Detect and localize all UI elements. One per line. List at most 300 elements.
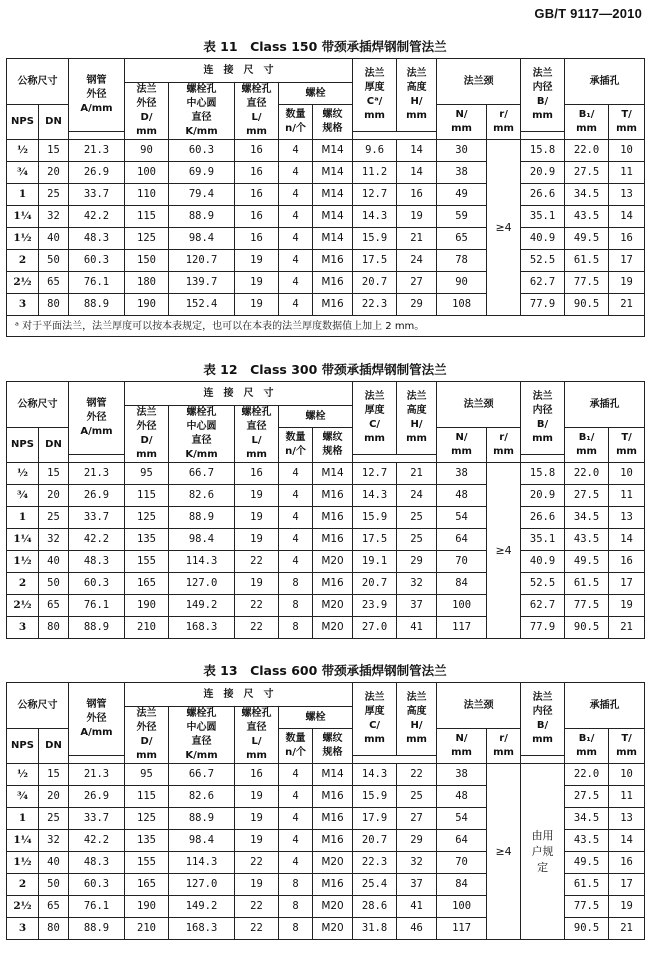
cell-bolt-circle: 66.7	[169, 764, 235, 786]
cell-nps: 2	[7, 573, 39, 595]
cell-neck-r: ≥4	[487, 140, 521, 316]
cell-bolt-qty: 8	[279, 617, 313, 639]
cell-pipe-od: 76.1	[69, 272, 125, 294]
cell-bolt-circle: 88.9	[169, 808, 235, 830]
cell-flange-od: 155	[125, 551, 169, 573]
table-footnote: ᵃ 对于平面法兰，法兰厚度可以按本表规定，也可以在本表的法兰厚度数据值上加上 2 mm。	[7, 316, 645, 337]
header-flange-od-line: 外径	[136, 421, 157, 432]
table-row	[7, 529, 645, 551]
cell-neck-n: 54	[437, 507, 487, 529]
cell-nps: 1¼	[7, 529, 39, 551]
cell-dn: 50	[39, 573, 69, 595]
cell-nps: 1½	[7, 551, 39, 573]
header-socket-t-line: mm	[616, 747, 637, 758]
header-bolt-thread-line: 螺纹	[322, 733, 343, 744]
header-pipe-od	[69, 382, 125, 455]
cell-bolt-thread: M14	[313, 206, 353, 228]
cell-neck-n: 59	[437, 206, 487, 228]
header-flange-bore	[521, 382, 565, 455]
cell-dn: 15	[39, 463, 69, 485]
header-socket-b1	[565, 105, 609, 140]
cell-height: 14	[397, 140, 437, 162]
header-neck-n-line: mm	[451, 123, 472, 134]
cell-thickness: 15.9	[353, 786, 397, 808]
header-socket-b1-line: mm	[576, 123, 597, 134]
cell-socket-b1: 34.5	[565, 507, 609, 529]
header-neck-n-line: mm	[451, 446, 472, 457]
header-bolt-circle-line: 直径	[191, 435, 212, 446]
cell-bolt-thread: M20	[313, 918, 353, 940]
cell-neck-n: 64	[437, 529, 487, 551]
table-row	[7, 764, 645, 786]
cell-thickness: 20.7	[353, 573, 397, 595]
cell-bolt-thread: M14	[313, 463, 353, 485]
cell-nps: ½	[7, 140, 39, 162]
cell-bolt-circle: 149.2	[169, 595, 235, 617]
cell-flange-od: 115	[125, 786, 169, 808]
header-flange-od-line: 法兰	[136, 84, 157, 95]
header-nps: NPS	[7, 729, 39, 764]
cell-pipe-od: 88.9	[69, 294, 125, 316]
header-bolt-circle	[169, 406, 235, 463]
cell-thickness: 12.7	[353, 463, 397, 485]
cell-thickness: 23.9	[353, 595, 397, 617]
cell-pipe-od: 60.3	[69, 573, 125, 595]
cell-dn: 65	[39, 595, 69, 617]
cell-bolt-thread: M16	[313, 573, 353, 595]
header-flange-height-line: 高度	[406, 82, 427, 93]
header-bolt-thread-line: 螺纹	[322, 109, 343, 120]
header-nominal-size	[7, 683, 69, 729]
cell-neck-n: 117	[437, 617, 487, 639]
header-flange-od-line: mm	[136, 750, 157, 761]
header-nps: NPS	[7, 105, 39, 140]
cell-height: 24	[397, 250, 437, 272]
cell-bolt-circle: 114.3	[169, 551, 235, 573]
header-flange-thickness-line: C/	[369, 720, 381, 731]
cell-bolt-circle: 127.0	[169, 874, 235, 896]
cell-socket-b1: 90.5	[565, 294, 609, 316]
table-row	[7, 250, 645, 272]
cell-nps: 2½	[7, 595, 39, 617]
cell-pipe-od: 60.3	[69, 874, 125, 896]
header-socket-b1	[565, 428, 609, 463]
cell-bore: 40.9	[521, 228, 565, 250]
header-flange-thickness-line: 厚度	[364, 82, 385, 93]
cell-bolt-qty: 4	[279, 140, 313, 162]
cell-bolt-hole: 16	[235, 228, 279, 250]
header-flange-bore-line: 法兰	[532, 391, 553, 402]
header-bolt-hole-line: L/	[251, 112, 262, 123]
cell-bore: 40.9	[521, 551, 565, 573]
cell-bolt-hole: 19	[235, 573, 279, 595]
header-flange-neck: 法兰颈	[437, 683, 521, 729]
header-dn: DN	[39, 105, 69, 140]
cell-thickness: 17.9	[353, 808, 397, 830]
cell-bolt-qty: 4	[279, 162, 313, 184]
header-nps: NPS	[7, 428, 39, 463]
cell-bolt-qty: 4	[279, 786, 313, 808]
cell-height: 32	[397, 573, 437, 595]
header-bolt-hole	[235, 707, 279, 764]
cell-pipe-od: 48.3	[69, 228, 125, 250]
cell-height: 41	[397, 617, 437, 639]
cell-bolt-thread: M20	[313, 595, 353, 617]
cell-pipe-od: 21.3	[69, 140, 125, 162]
cell-socket-b1: 61.5	[565, 573, 609, 595]
table-12	[6, 381, 645, 639]
cell-socket-b1: 22.0	[565, 140, 609, 162]
cell-nps: ½	[7, 463, 39, 485]
cell-bore: 77.9	[521, 617, 565, 639]
header-flange-bore-line: mm	[532, 734, 553, 745]
header-socket-b1-line: mm	[576, 446, 597, 457]
cell-bolt-circle: 168.3	[169, 918, 235, 940]
cell-bore: 35.1	[521, 529, 565, 551]
cell-bore: 15.8	[521, 140, 565, 162]
header-neck-n-line: N/	[455, 109, 468, 120]
header-bolt-thread	[313, 729, 353, 764]
header-bolt-circle-line: 螺栓孔	[186, 407, 217, 418]
cell-pipe-od: 76.1	[69, 896, 125, 918]
header-bolt-qty	[279, 729, 313, 764]
cell-bolt-circle: 66.7	[169, 463, 235, 485]
cell-bolt-hole: 19	[235, 529, 279, 551]
header-pipe-od-line: 外径	[86, 713, 107, 724]
cell-height: 25	[397, 507, 437, 529]
cell-height: 25	[397, 529, 437, 551]
header-bolt: 螺栓	[279, 406, 353, 428]
cell-socket-b1: 22.0	[565, 463, 609, 485]
cell-height: 25	[397, 786, 437, 808]
header-flange-od-line: 法兰	[136, 708, 157, 719]
header-pipe-od	[69, 683, 125, 756]
cell-thickness: 9.6	[353, 140, 397, 162]
cell-bore: 62.7	[521, 272, 565, 294]
cell-pipe-od: 42.2	[69, 206, 125, 228]
cell-height: 46	[397, 918, 437, 940]
cell-socket-t: 11	[609, 485, 645, 507]
cell-height: 27	[397, 808, 437, 830]
header-flange-thickness-line: 厚度	[364, 706, 385, 717]
cell-bolt-hole: 19	[235, 294, 279, 316]
cell-flange-od: 125	[125, 228, 169, 250]
cell-bolt-thread: M16	[313, 808, 353, 830]
cell-bolt-thread: M16	[313, 485, 353, 507]
header-flange-height	[397, 59, 437, 132]
cell-dn: 25	[39, 808, 69, 830]
header-bolt-hole	[235, 83, 279, 140]
header-socket-t-line: T/	[621, 432, 632, 443]
header-bolt-qty	[279, 105, 313, 140]
cell-flange-od: 125	[125, 808, 169, 830]
cell-nps: 3	[7, 617, 39, 639]
header-flange-height-line: H/	[410, 96, 423, 107]
header-bolt-hole-line: 螺栓孔	[241, 708, 272, 719]
header-flange-height-line: 法兰	[406, 692, 427, 703]
cell-height: 19	[397, 206, 437, 228]
cell-bolt-hole: 16	[235, 206, 279, 228]
cell-socket-t: 10	[609, 463, 645, 485]
header-socket-t-line: T/	[621, 733, 632, 744]
header-socket-hole: 承插孔	[565, 382, 645, 428]
cell-bore: 20.9	[521, 485, 565, 507]
cell-nps: 1¼	[7, 830, 39, 852]
cell-bolt-qty: 4	[279, 808, 313, 830]
cell-socket-b1: 22.0	[565, 764, 609, 786]
cell-socket-b1: 34.5	[565, 184, 609, 206]
header-bolt-hole-line: 螺栓孔	[241, 407, 272, 418]
cell-bolt-hole: 22	[235, 595, 279, 617]
header-bolt-circle-line: 中心圆	[186, 421, 217, 432]
cell-bore: 62.7	[521, 595, 565, 617]
cell-pipe-od: 26.9	[69, 162, 125, 184]
cell-nps: ¾	[7, 786, 39, 808]
cell-flange-od: 115	[125, 206, 169, 228]
header-flange-od-line: D/	[140, 112, 153, 123]
cell-bolt-circle: 127.0	[169, 573, 235, 595]
header-bolt-hole-line: 直径	[246, 722, 267, 733]
header-nominal-size	[7, 59, 69, 105]
header-dn: DN	[39, 729, 69, 764]
cell-socket-b1: 77.5	[565, 272, 609, 294]
header-flange-height-line: mm	[406, 110, 427, 121]
table-11	[6, 58, 645, 337]
cell-bolt-qty: 4	[279, 551, 313, 573]
cell-bolt-qty: 8	[279, 896, 313, 918]
cell-socket-t: 19	[609, 272, 645, 294]
cell-bolt-hole: 16	[235, 140, 279, 162]
cell-thickness: 14.3	[353, 206, 397, 228]
cell-bolt-hole: 16	[235, 764, 279, 786]
table-row	[7, 551, 645, 573]
header-socket-b1-line: B₁/	[578, 432, 595, 443]
header-flange-bore-line: 内径	[532, 405, 553, 416]
cell-dn: 32	[39, 830, 69, 852]
cell-neck-n: 64	[437, 830, 487, 852]
cell-bolt-hole: 19	[235, 507, 279, 529]
cell-bolt-thread: M16	[313, 874, 353, 896]
header-bolt-hole-line: mm	[246, 449, 267, 460]
header-socket-t	[609, 729, 645, 764]
cell-bolt-thread: M20	[313, 617, 353, 639]
cell-nps: 1	[7, 507, 39, 529]
cell-socket-b1: 61.5	[565, 250, 609, 272]
cell-bore: 35.1	[521, 206, 565, 228]
cell-socket-t: 14	[609, 830, 645, 852]
cell-bolt-circle: 79.4	[169, 184, 235, 206]
header-flange-bore-line: 内径	[532, 82, 553, 93]
header-connection-dims: 连 接 尺 寸	[125, 382, 353, 406]
cell-bolt-thread: M16	[313, 250, 353, 272]
cell-bore-user-defined: 由用户规定	[521, 764, 565, 940]
cell-pipe-od: 42.2	[69, 529, 125, 551]
cell-pipe-od: 33.7	[69, 808, 125, 830]
header-bolt-qty-line: n/个	[285, 446, 306, 457]
cell-dn: 15	[39, 140, 69, 162]
header-socket-t	[609, 105, 645, 140]
cell-bolt-circle: 82.6	[169, 786, 235, 808]
cell-nps: 2	[7, 874, 39, 896]
cell-nps: 2	[7, 250, 39, 272]
header-flange-bore-line: 内径	[532, 706, 553, 717]
header-flange-height-line: H/	[410, 419, 423, 430]
cell-socket-t: 13	[609, 184, 645, 206]
cell-bolt-thread: M16	[313, 294, 353, 316]
cell-bolt-circle: 114.3	[169, 852, 235, 874]
header-flange-bore-line: 法兰	[532, 68, 553, 79]
table-row	[7, 184, 645, 206]
cell-nps: 3	[7, 294, 39, 316]
cell-nps: ½	[7, 764, 39, 786]
cell-socket-t: 11	[609, 786, 645, 808]
cell-pipe-od: 42.2	[69, 830, 125, 852]
cell-dn: 20	[39, 485, 69, 507]
header-neck-r-line: mm	[493, 446, 514, 457]
cell-bolt-qty: 4	[279, 250, 313, 272]
header-neck-n-line: mm	[451, 747, 472, 758]
cell-bolt-hole: 19	[235, 272, 279, 294]
cell-height: 37	[397, 595, 437, 617]
cell-bore: 20.9	[521, 162, 565, 184]
header-bolt-circle-line: K/mm	[185, 750, 218, 761]
cell-bolt-qty: 4	[279, 852, 313, 874]
cell-dn: 80	[39, 294, 69, 316]
cell-dn: 80	[39, 617, 69, 639]
header-bolt-thread	[313, 428, 353, 463]
table-row	[7, 140, 645, 162]
header-flange-bore-line: mm	[532, 110, 553, 121]
header-neck-n-line: N/	[455, 733, 468, 744]
header-connection-dims: 连 接 尺 寸	[125, 59, 353, 83]
cell-neck-n: 78	[437, 250, 487, 272]
cell-bore: 52.5	[521, 573, 565, 595]
cell-bolt-circle: 120.7	[169, 250, 235, 272]
cell-bolt-hole: 22	[235, 852, 279, 874]
cell-height: 14	[397, 162, 437, 184]
header-flange-od	[125, 83, 169, 140]
cell-neck-n: 48	[437, 786, 487, 808]
header-pipe-od-line: 外径	[86, 89, 107, 100]
cell-bolt-hole: 19	[235, 830, 279, 852]
header-socket-b1-line: B₁/	[578, 109, 595, 120]
header-flange-height	[397, 683, 437, 756]
cell-flange-od: 165	[125, 573, 169, 595]
header-bolt-circle-line: 螺栓孔	[186, 84, 217, 95]
cell-nps: ¾	[7, 162, 39, 184]
cell-socket-t: 16	[609, 551, 645, 573]
cell-height: 24	[397, 485, 437, 507]
header-pipe-od	[69, 59, 125, 132]
cell-nps: 1¼	[7, 206, 39, 228]
cell-bolt-hole: 22	[235, 617, 279, 639]
header-flange-od-line: D/	[140, 736, 153, 747]
table-11-title: 表 11 Class 150 带颈承插焊钢制管法兰	[203, 39, 447, 54]
cell-thickness: 20.7	[353, 830, 397, 852]
cell-socket-b1: 49.5	[565, 852, 609, 874]
cell-pipe-od: 88.9	[69, 918, 125, 940]
cell-bolt-thread: M14	[313, 184, 353, 206]
cell-pipe-od: 21.3	[69, 764, 125, 786]
header-flange-height-line: 法兰	[406, 68, 427, 79]
header-flange-bore-line: mm	[532, 433, 553, 444]
cell-flange-od: 135	[125, 529, 169, 551]
header-flange-thickness-line: mm	[364, 110, 385, 121]
header-flange-bore-line: B/	[536, 419, 549, 430]
cell-dn: 65	[39, 896, 69, 918]
header-flange-thickness	[353, 382, 397, 455]
cell-socket-t: 16	[609, 852, 645, 874]
cell-bore: 26.6	[521, 507, 565, 529]
cell-dn: 40	[39, 551, 69, 573]
cell-flange-od: 95	[125, 764, 169, 786]
cell-nps: ¾	[7, 485, 39, 507]
cell-height: 32	[397, 852, 437, 874]
header-neck-n	[437, 105, 487, 140]
header-flange-thickness-line: 法兰	[364, 68, 385, 79]
cell-socket-t: 10	[609, 764, 645, 786]
header-bolt-thread	[313, 105, 353, 140]
cell-bolt-circle: 98.4	[169, 830, 235, 852]
cell-thickness: 15.9	[353, 228, 397, 250]
header-flange-neck: 法兰颈	[437, 59, 521, 105]
header-bolt-hole-line: L/	[251, 435, 262, 446]
header-flange-od-line: 外径	[136, 98, 157, 109]
header-bolt-circle-line: 直径	[191, 736, 212, 747]
cell-height: 22	[397, 764, 437, 786]
cell-socket-t: 11	[609, 162, 645, 184]
cell-bolt-thread: M20	[313, 551, 353, 573]
cell-thickness: 28.6	[353, 896, 397, 918]
header-pipe-od-line: 钢管	[86, 75, 107, 86]
cell-flange-od: 135	[125, 830, 169, 852]
header-flange-od-line: mm	[136, 449, 157, 460]
header-flange-od-line: mm	[136, 126, 157, 137]
header-flange-height-line: mm	[406, 734, 427, 745]
header-bolt-qty-line: n/个	[285, 123, 306, 134]
header-socket-t-line: mm	[616, 123, 637, 134]
header-socket-b1	[565, 729, 609, 764]
header-dn: DN	[39, 428, 69, 463]
cell-thickness: 15.9	[353, 507, 397, 529]
header-flange-bore-line: 法兰	[532, 692, 553, 703]
header-neck-n-line: N/	[455, 432, 468, 443]
header-neck-r	[487, 729, 521, 764]
header-flange-bore-line: B/	[536, 96, 549, 107]
cell-nps: 1	[7, 808, 39, 830]
cell-nps: 2½	[7, 896, 39, 918]
cell-flange-od: 125	[125, 507, 169, 529]
cell-thickness: 14.3	[353, 485, 397, 507]
cell-bore: 26.6	[521, 184, 565, 206]
cell-bolt-circle: 149.2	[169, 896, 235, 918]
cell-socket-b1: 90.5	[565, 918, 609, 940]
cell-socket-b1: 34.5	[565, 808, 609, 830]
cell-socket-b1: 43.5	[565, 206, 609, 228]
cell-bolt-circle: 152.4	[169, 294, 235, 316]
header-neck-r-line: r/	[499, 109, 508, 120]
table-row	[7, 595, 645, 617]
header-flange-bore	[521, 683, 565, 756]
cell-socket-b1: 77.5	[565, 595, 609, 617]
header-bolt-circle-line: K/mm	[185, 126, 218, 137]
table-row	[7, 507, 645, 529]
table-row	[7, 228, 645, 250]
cell-bolt-qty: 4	[279, 272, 313, 294]
header-flange-thickness-line: 法兰	[364, 391, 385, 402]
table-row	[7, 294, 645, 316]
header-socket-t-line: T/	[621, 109, 632, 120]
